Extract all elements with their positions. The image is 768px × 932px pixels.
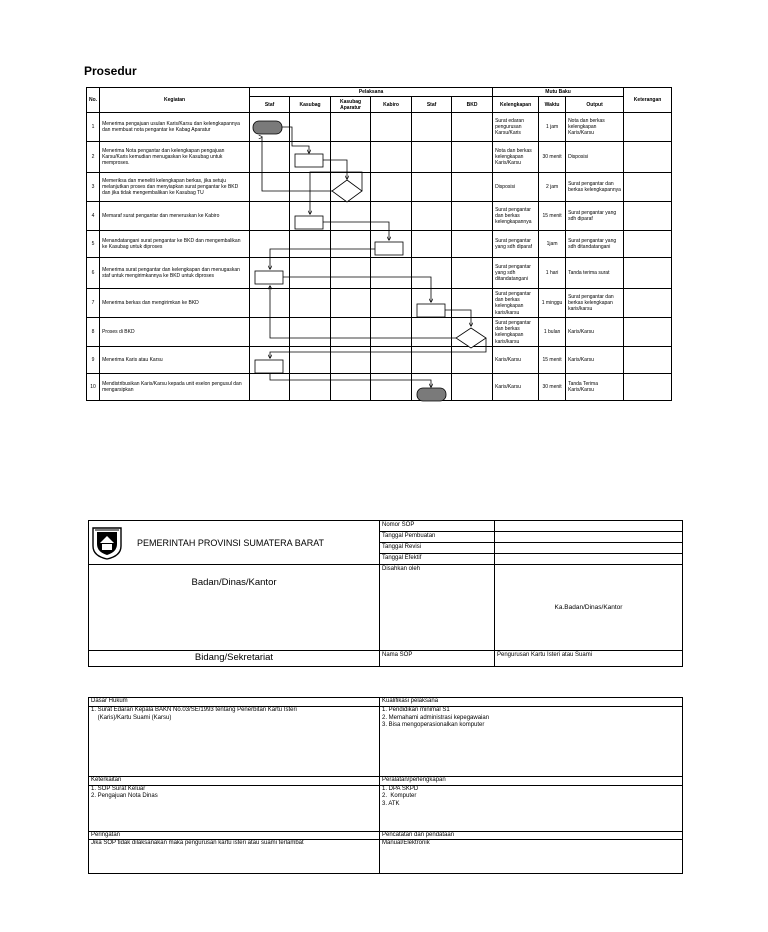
row-pelaksana-cell bbox=[452, 258, 493, 289]
row-kelengkapan: Surat pengantar dan berkas kelengkapannya bbox=[493, 202, 539, 231]
row-pelaksana-cell bbox=[371, 202, 412, 231]
col-kabiro: Kabiro bbox=[371, 97, 412, 113]
row-kelengkapan: Karis/Karsu bbox=[493, 374, 539, 401]
row-no: 10 bbox=[87, 374, 100, 401]
row-kelengkapan: Surat pengantar dan berkas kelengkapan karis/karsu bbox=[493, 289, 539, 318]
col-kasubag: Kasubag bbox=[290, 97, 331, 113]
row-output: Surat pengantar dan berkas kelengkapannya bbox=[566, 173, 624, 202]
row-no: 9 bbox=[87, 347, 100, 374]
col-staf-1: Staf bbox=[250, 97, 290, 113]
procedure-table bbox=[86, 87, 672, 401]
row-pelaksana-cell bbox=[371, 318, 412, 347]
tanggal-revisi-value bbox=[495, 543, 683, 554]
row-keterangan bbox=[624, 202, 672, 231]
row-kelengkapan: Disposisi bbox=[493, 173, 539, 202]
col-mutu-baku: Mutu Baku bbox=[493, 88, 624, 97]
row-pelaksana-cell bbox=[331, 374, 371, 401]
row-kegiatan: Menerima Karis atau Karsu bbox=[100, 347, 250, 374]
row-kelengkapan: Surat pengantar yang sdh ditandatangani bbox=[493, 258, 539, 289]
row-keterangan bbox=[624, 289, 672, 318]
row-pelaksana-cell bbox=[250, 374, 290, 401]
row-pelaksana-cell bbox=[412, 374, 452, 401]
dasar-hukum-item: (Karis)/Kartu Suami (Karsu) bbox=[91, 714, 172, 721]
row-pelaksana-cell bbox=[371, 347, 412, 374]
row-waktu: 1 jam bbox=[539, 113, 566, 142]
row-keterangan bbox=[624, 258, 672, 289]
row-pelaksana-cell bbox=[290, 113, 331, 142]
row-waktu: 30 menit bbox=[539, 142, 566, 173]
row-no: 2 bbox=[87, 142, 100, 173]
row-keterangan bbox=[624, 318, 672, 347]
row-keterangan bbox=[624, 347, 672, 374]
row-pelaksana-cell bbox=[290, 142, 331, 173]
row-pelaksana-cell bbox=[371, 374, 412, 401]
disahkan-label: Disahkan oleh bbox=[380, 565, 495, 651]
row-pelaksana-cell bbox=[331, 231, 371, 258]
row-pelaksana-cell bbox=[371, 173, 412, 202]
row-pelaksana-cell bbox=[331, 258, 371, 289]
tanggal-revisi-label: Tanggal Revisi bbox=[380, 543, 495, 554]
row-no: 5 bbox=[87, 231, 100, 258]
row-pelaksana-cell bbox=[371, 289, 412, 318]
row-pelaksana-cell bbox=[371, 258, 412, 289]
keterkaitan-label: Keterkaitan bbox=[89, 776, 380, 785]
row-no: 4 bbox=[87, 202, 100, 231]
row-pelaksana-cell bbox=[331, 289, 371, 318]
row-no: 6 bbox=[87, 258, 100, 289]
row-pelaksana-cell bbox=[331, 202, 371, 231]
tanggal-efektif-label: Tanggal Efektif bbox=[380, 554, 495, 565]
row-kegiatan: Memaraf surat pengantar dan meneruskan ke Kabiro bbox=[100, 202, 250, 231]
row-pelaksana-cell bbox=[290, 289, 331, 318]
row-pelaksana-cell bbox=[250, 173, 290, 202]
row-pelaksana-cell bbox=[452, 173, 493, 202]
kualifikasi-item: 2. Memahami administrasi kepegawaian bbox=[382, 714, 490, 721]
row-waktu: 15 menit bbox=[539, 202, 566, 231]
nomor-sop-label: Nomor SOP bbox=[380, 521, 495, 532]
row-no: 1 bbox=[87, 113, 100, 142]
peralatan-item: 2. Komputer bbox=[382, 793, 417, 800]
row-pelaksana-cell bbox=[250, 231, 290, 258]
tanggal-pembuatan-value bbox=[495, 532, 683, 543]
row-pelaksana-cell bbox=[452, 231, 493, 258]
row-pelaksana-cell bbox=[290, 173, 331, 202]
row-no: 7 bbox=[87, 289, 100, 318]
row-kegiatan: Mendistribusikan Karis/Karsu kepada unit eselon pengusul dan mengarsipkan bbox=[100, 374, 250, 401]
nama-sop-label: Nama SOP bbox=[380, 651, 495, 667]
sop-header-box bbox=[88, 520, 683, 667]
row-kegiatan: Menerima Nota pengantar dan kelengkapan pengajuan Karsu/Karis kemudian menugaskan ke Kasubag untuk memproses. bbox=[100, 142, 250, 173]
row-kegiatan: Menerima berkas dan mengirimkan ke BKD bbox=[100, 289, 250, 318]
row-waktu: 15 menit bbox=[539, 347, 566, 374]
row-waktu: 30 menit bbox=[539, 374, 566, 401]
row-no: 8 bbox=[87, 318, 100, 347]
row-pelaksana-cell bbox=[412, 347, 452, 374]
col-pelaksana: Pelaksana bbox=[250, 88, 493, 97]
col-staf-2: Staf bbox=[412, 97, 452, 113]
table-row bbox=[87, 202, 672, 231]
row-kegiatan: Menandatangani surat pengantar ke BKD dan mengembalikan ke Kasubag untuk diproses bbox=[100, 231, 250, 258]
table-row bbox=[87, 347, 672, 374]
row-pelaksana-cell bbox=[290, 374, 331, 401]
row-output: Tanda terima surat bbox=[566, 258, 624, 289]
peralatan-item: 1. DPA SKPD bbox=[382, 785, 419, 792]
row-pelaksana-cell bbox=[412, 318, 452, 347]
table-row bbox=[87, 318, 672, 347]
row-pelaksana-cell bbox=[371, 231, 412, 258]
row-pelaksana-cell bbox=[290, 258, 331, 289]
row-kegiatan: Memeriksa dan meneliti kelengkapan berkas, jika setuju melanjutkan proses dan menyiapkan surat pengantar ke BKD dan jika tidak mengembalikan ke Kasubag TU bbox=[100, 173, 250, 202]
row-pelaksana-cell bbox=[452, 347, 493, 374]
sop-details-grid bbox=[88, 697, 683, 874]
peringatan-label: Peringatan bbox=[89, 831, 380, 840]
row-pelaksana-cell bbox=[452, 289, 493, 318]
row-kegiatan: Menerima pengajuan usulan Karis/Karsu dan kelengkapannya dan membuat nota pengantar ke Kabag Aparatur bbox=[100, 113, 250, 142]
row-output: Tanda Terima Karis/Karsu bbox=[566, 374, 624, 401]
row-no: 3 bbox=[87, 173, 100, 202]
row-kegiatan: Proses di BKD bbox=[100, 318, 250, 347]
row-pelaksana-cell bbox=[250, 202, 290, 231]
col-kelengkapan: Kelengkapan bbox=[493, 97, 539, 113]
row-pelaksana-cell bbox=[452, 318, 493, 347]
bidang-name: Bidang/Sekretariat bbox=[89, 651, 380, 667]
row-pelaksana-cell bbox=[250, 142, 290, 173]
col-keterangan: Keterangan bbox=[624, 88, 672, 113]
page-title: Prosedur bbox=[84, 64, 137, 78]
table-row bbox=[87, 113, 672, 142]
row-pelaksana-cell bbox=[452, 374, 493, 401]
dasar-hukum-label: Dasar Hukum bbox=[89, 698, 380, 707]
row-kelengkapan: Karis/Karsu bbox=[493, 347, 539, 374]
peringatan-text: Jika SOP tidak dilaksanakan maka pengurusan kartu isteri atau suami terlambat bbox=[89, 840, 380, 874]
kualifikasi-label: Kualifikasi pelaksana bbox=[380, 698, 683, 707]
row-output: Surat pengantar yang sdh diparaf bbox=[566, 202, 624, 231]
row-output: Surat pengantar dan berkas kelengkapan karis/karsu bbox=[566, 289, 624, 318]
kualifikasi-item: 1. Pendidikan minimal S1 bbox=[382, 706, 450, 713]
row-pelaksana-cell bbox=[412, 142, 452, 173]
row-pelaksana-cell bbox=[412, 202, 452, 231]
nomor-sop-value bbox=[495, 521, 683, 532]
row-pelaksana-cell bbox=[412, 113, 452, 142]
row-keterangan bbox=[624, 231, 672, 258]
row-pelaksana-cell bbox=[250, 113, 290, 142]
table-row bbox=[87, 231, 672, 258]
tanggal-pembuatan-label: Tanggal Pembuatan bbox=[380, 532, 495, 543]
keterkaitan-item: 2. Pengajuan Nota Dinas bbox=[91, 793, 158, 800]
row-pelaksana-cell bbox=[371, 113, 412, 142]
row-pelaksana-cell bbox=[290, 231, 331, 258]
dasar-hukum-item: 1. Surat Edaran Kepala BAKN No.03/SE/1993 tentang Penerbitan Kartu Isteri bbox=[91, 706, 297, 713]
col-kasubag-aparatur: Kasubag Aparatur bbox=[331, 97, 371, 113]
row-pelaksana-cell bbox=[412, 231, 452, 258]
row-waktu: 1jam bbox=[539, 231, 566, 258]
row-pelaksana-cell bbox=[331, 347, 371, 374]
table-row bbox=[87, 374, 672, 401]
row-keterangan bbox=[624, 374, 672, 401]
row-pelaksana-cell bbox=[452, 113, 493, 142]
peralatan-label: Peralatan/perlengkapan bbox=[380, 776, 683, 785]
row-pelaksana-cell bbox=[331, 318, 371, 347]
row-output: Nota dan berkas kelengkapan Karis/Karsu bbox=[566, 113, 624, 142]
col-kegiatan: Kegiatan bbox=[100, 88, 250, 113]
col-waktu: Waktu bbox=[539, 97, 566, 113]
row-pelaksana-cell bbox=[331, 113, 371, 142]
col-bkd: BKD bbox=[452, 97, 493, 113]
row-waktu: 1 bulan bbox=[539, 318, 566, 347]
row-pelaksana-cell bbox=[452, 142, 493, 173]
row-kelengkapan: Surat pengantar yang sdh diparaf bbox=[493, 231, 539, 258]
table-row bbox=[87, 173, 672, 202]
row-pelaksana-cell bbox=[250, 258, 290, 289]
row-pelaksana-cell bbox=[452, 202, 493, 231]
row-pelaksana-cell bbox=[412, 173, 452, 202]
keterkaitan-item: 1. SOP Surat Keluar bbox=[91, 785, 146, 792]
row-waktu: 2 jam bbox=[539, 173, 566, 202]
row-pelaksana-cell bbox=[412, 258, 452, 289]
row-waktu: 1 minggu bbox=[539, 289, 566, 318]
row-pelaksana-cell bbox=[250, 289, 290, 318]
row-output: Surat pengantar yang sdh ditandatangani bbox=[566, 231, 624, 258]
table-row bbox=[87, 289, 672, 318]
nama-sop-value: Pengurusan Kartu Isteri atau Suami bbox=[495, 651, 683, 667]
row-pelaksana-cell bbox=[250, 318, 290, 347]
unit-name: Badan/Dinas/Kantor bbox=[191, 577, 277, 588]
row-pelaksana-cell bbox=[331, 142, 371, 173]
col-output: Output bbox=[566, 97, 624, 113]
pencatatan-label: Pencatatan dan pendataan bbox=[380, 831, 683, 840]
row-keterangan bbox=[624, 113, 672, 142]
row-output: Disposisi bbox=[566, 142, 624, 173]
table-row bbox=[87, 142, 672, 173]
row-pelaksana-cell bbox=[331, 173, 371, 202]
row-pelaksana-cell bbox=[290, 347, 331, 374]
table-row bbox=[87, 258, 672, 289]
pencatatan-text: Manual/Elektronik bbox=[380, 840, 683, 874]
row-pelaksana-cell bbox=[371, 142, 412, 173]
row-output: Karis/Karsu bbox=[566, 347, 624, 374]
tanggal-efektif-value bbox=[495, 554, 683, 565]
row-kelengkapan: Surat pengantar dan berkas kelengkapan karis/karsu bbox=[493, 318, 539, 347]
kualifikasi-item: 3. Bisa mengoperasionalkan komputer bbox=[382, 722, 485, 729]
row-output: Karis/Karsu bbox=[566, 318, 624, 347]
row-keterangan bbox=[624, 173, 672, 202]
peralatan-item: 3. ATK bbox=[382, 801, 400, 808]
row-pelaksana-cell bbox=[290, 318, 331, 347]
row-waktu: 1 hari bbox=[539, 258, 566, 289]
row-pelaksana-cell bbox=[250, 347, 290, 374]
org-name: PEMERINTAH PROVINSI SUMATERA BARAT bbox=[137, 537, 325, 548]
province-emblem-icon bbox=[91, 526, 123, 560]
row-pelaksana-cell bbox=[290, 202, 331, 231]
row-kelengkapan: Nota dan berkas kelengkapan Karis/Karsu bbox=[493, 142, 539, 173]
row-kelengkapan: Surat edaran pengurusan Karsu/Karis bbox=[493, 113, 539, 142]
disahkan-value: Ka.Badan/Dinas/Kantor bbox=[495, 565, 683, 651]
row-keterangan bbox=[624, 142, 672, 173]
col-no: No. bbox=[87, 88, 100, 113]
row-pelaksana-cell bbox=[412, 289, 452, 318]
row-kegiatan: Menerima surat pengantar dan kelengkapan dan menugaskan staf untuk mengirimkannya ke BKD untuk diproses bbox=[100, 258, 250, 289]
